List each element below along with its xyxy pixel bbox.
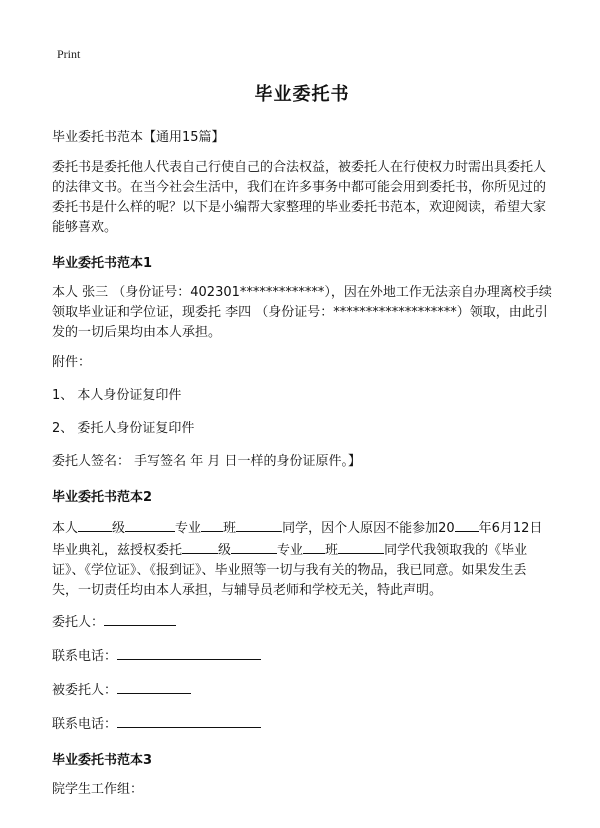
field-phone-1: [52, 645, 552, 667]
intro-paragraph: 委托书是委托他人代表自己行使自己的合法权益，被委托人在行使权力时需出具委托人的法律文书。在当今社会生活中，我们在许多事务中都可能会用到委托书，你所见过的委托书是什么样的呢？以下是小编帮大家整理的毕业委托书范本，欢迎阅读，希望大家能够喜欢。: [52, 160, 547, 235]
page-title: 毕业委托书: [254, 84, 350, 105]
attachment-label: 附件：: [52, 355, 92, 370]
blank-underline: [231, 539, 277, 554]
section-3-body: 院学生工作组：: [52, 782, 144, 797]
section-1-body: 本人 张三 （身份证号：402301*************），因在外地工作无法亲自办理离校手续领取毕业证和学位证，现委托 李四 （身份证号：*******************）领取，由此引发的一切后果均由本人承担。: [52, 285, 552, 340]
blank-underline: [455, 517, 479, 532]
section-1-heading: 毕业委托书范本1: [52, 256, 153, 271]
field-agent: [52, 679, 552, 701]
print-link[interactable]: Print: [57, 47, 81, 61]
text-segment: 班: [325, 543, 339, 558]
text-segment: 专业: [277, 543, 304, 558]
blank-underline: [117, 679, 191, 694]
text-segment: 级: [218, 543, 232, 558]
section-2-heading: 毕业委托书范本2: [52, 490, 153, 505]
blank-underline: [78, 517, 112, 532]
section-2-body: [52, 517, 552, 601]
blank-underline: [236, 517, 282, 532]
blank-underline: [117, 645, 261, 660]
text-segment: 同学，因个人原因不能参加20: [282, 521, 455, 536]
field-phone-2: [52, 713, 552, 735]
text-segment: 专业: [175, 521, 202, 536]
field-label: 被委托人：: [52, 683, 118, 698]
blank-underline: [338, 539, 384, 554]
blank-underline: [303, 539, 325, 554]
document-page: [52, 70, 552, 810]
text-segment: 本人: [52, 521, 79, 536]
blank-underline: [117, 713, 261, 728]
section-3-heading: 毕业委托书范本3: [52, 753, 153, 768]
blank-underline: [104, 611, 176, 626]
field-label: 委托人：: [52, 615, 105, 630]
blank-underline: [125, 517, 175, 532]
field-principal: [52, 611, 552, 633]
attachment-item-1: 1、 本人身份证复印件: [52, 388, 182, 403]
blank-underline: [201, 517, 223, 532]
field-label: 联系电话：: [52, 649, 118, 664]
text-segment: 同学代我领取我的《毕业证》、《学位证》、《报到证》、毕业照等一切与我有关的物品，我已同意。如果发生丢失，一切责任均由本人承担，与辅导员老师和学校无关，特此声明。: [52, 543, 528, 598]
text-segment: 年6月12日毕业典礼，兹授权委托: [52, 521, 543, 558]
subtitle: 毕业委托书范本【通用15篇】: [52, 130, 225, 145]
text-segment: 级: [112, 521, 126, 536]
attachment-item-2: 2、 委托人身份证复印件: [52, 421, 195, 436]
signature-line: 委托人签名： 手写签名 年 月 日一样的身份证原件。】: [52, 454, 362, 469]
text-segment: 班: [223, 521, 237, 536]
blank-underline: [182, 539, 218, 554]
field-label: 联系电话：: [52, 717, 118, 732]
